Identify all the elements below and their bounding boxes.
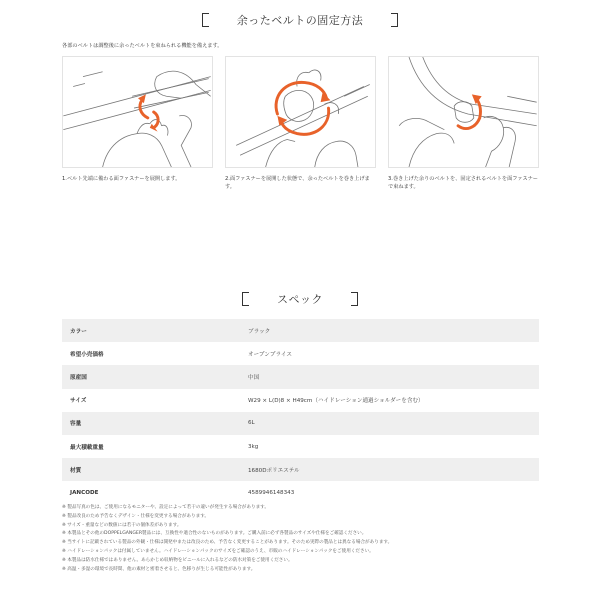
bracket-right-icon (391, 13, 398, 27)
note-item: ※ 本製品は防水仕様ではありません。あらかじめ収納物をビニールに入れるなどの防水対策をご使用ください。 (62, 557, 293, 563)
table-row (62, 412, 539, 435)
spec-table (62, 319, 539, 505)
spec-value: 1680Dポリエステル (242, 458, 539, 481)
note-item: ※ サイズ・重量などの数値には若干の個体差があります。 (62, 522, 182, 528)
table-row (62, 435, 539, 458)
step-1-image (62, 56, 213, 168)
spec-key: サイズ (62, 389, 242, 412)
spec-value: オープンプライス (242, 342, 539, 365)
step-1-illustration (63, 57, 212, 167)
spec-value: 4589946148343 (242, 481, 539, 504)
note-item: ※ 製品写真の色は、ご使用になるモニターや、設定によって若干の違いが発生する場合があります。 (62, 505, 269, 510)
spec-key: 最大積載重量 (62, 435, 242, 458)
spec-key: JANCODE (62, 481, 242, 504)
note-item: ※ ハイドレーションパックは付属していません。ハイドレーションパックのサイズをご確認のうえ、市販のハイドレーションパックをご使用ください。 (62, 548, 374, 554)
spec-key: 原産国 (62, 365, 242, 388)
note-item: ※ 高温・多湿の環境で長時間、他の素材と密着させると、色移りが生じる可能性があります。 (62, 566, 256, 572)
table-row (62, 458, 539, 481)
step-2-image (225, 56, 376, 168)
section-title-spec: スペック (0, 291, 600, 307)
note-item: ※ 当サイトに記載されている製品の外観・仕様は開発中または改良のため、予告なく変更することがあります。そのため実際の製品とは異なる場合があります。 (62, 540, 393, 546)
table-row (62, 319, 539, 342)
step-2-illustration (226, 57, 375, 167)
table-row (62, 389, 539, 412)
notes-list (62, 504, 540, 574)
note-item: ※ 本製品とその他のDOPPELGANGER製品には、互換性や適合性のないものがあります。ご購入前に必ず各製品のサイズや仕様をご確認ください。 (62, 531, 367, 537)
spec-key: 希望小売価格 (62, 342, 242, 365)
spec-value: ブラック (242, 319, 539, 342)
bracket-left-icon (202, 13, 209, 27)
step-2-caption: 2.面ファスナーを展開した状態で、余ったベルトを巻き上げます。 (225, 176, 370, 190)
bracket-left-icon (242, 292, 249, 306)
step-3-illustration (389, 57, 538, 167)
step-1-caption: 1.ベルト先端に備わる面ファスナーを展開します。 (62, 176, 181, 182)
step-3-caption: 3.巻き上げた余りのベルトを、固定されるベルトを面ファスナーで束ねます。 (388, 176, 538, 190)
spec-value: W29 × L(D)8 × H49cm（ハイドレーション通過ショルダーを含む） (242, 389, 539, 412)
spec-key: カラー (62, 319, 242, 342)
spec-key: 材質 (62, 458, 242, 481)
step-illustrations (62, 56, 540, 171)
section-title-fixing-method: 余ったベルトの固定方法 (0, 12, 600, 28)
step-3-image (388, 56, 539, 168)
table-row (62, 342, 539, 365)
bracket-right-icon (351, 292, 358, 306)
table-row (62, 365, 539, 388)
spec-value: 6L (242, 412, 539, 435)
intro-text: 各部のベルトは調整後に余ったベルトを束ねられる機能を備えます。 (62, 43, 223, 49)
table-row (62, 481, 539, 504)
spec-key: 容量 (62, 412, 242, 435)
spec-value: 中国 (242, 365, 539, 388)
spec-value: 3kg (242, 435, 539, 458)
note-item: ※ 製品改良のため予告なくデザイン・仕様を変更する場合があります。 (62, 513, 210, 519)
